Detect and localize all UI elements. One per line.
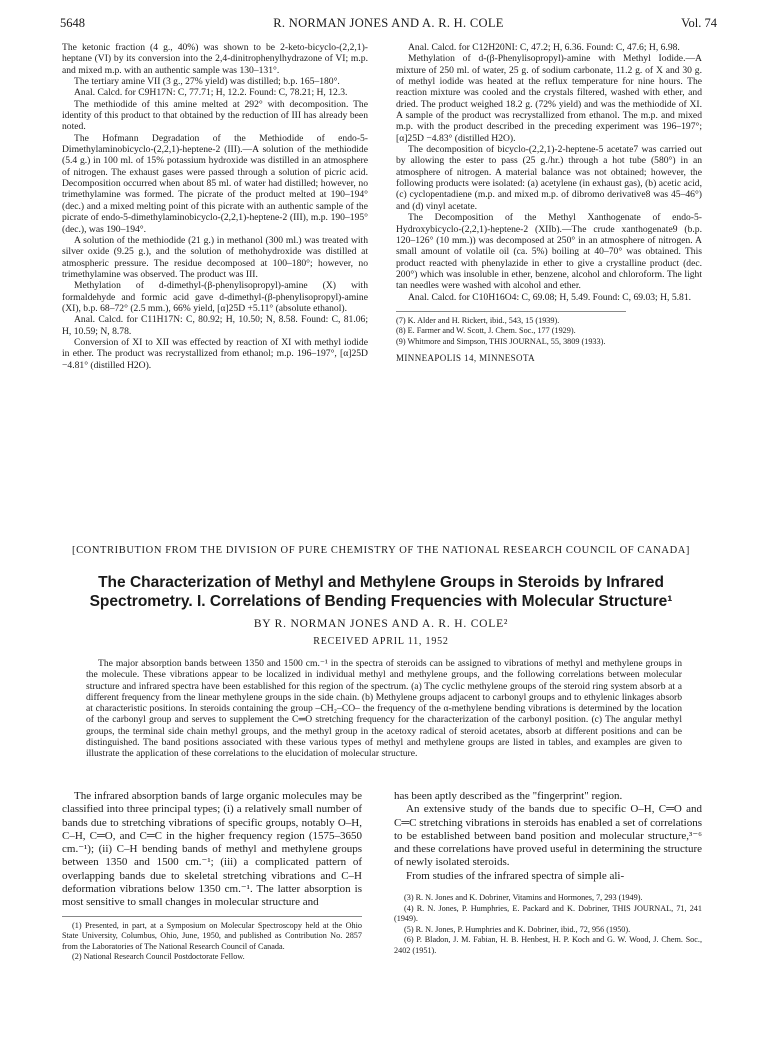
paragraph: The Hofmann Degradation of the Methiodide of endo-5-Dimethylaminobicyclo-(2,2,1)-heptene-2 (III).—A solution of the methiodide (5.4 g.) in 100 ml. of 15% potassium hydroxide was distilled in an atmosphere of nitrogen. The exhaust gases were passed through a solution of picric acid. Decomposition occurred when about 85 ml. of water had distilled; however, no trimethylamine was formed. The picrate of the product melted at 190–194° (dec.) and a mixed melting point of this picrate with an authentic sample of the picrate of endo-5-dimethylaminobicyclo-(2,2,1)-heptene-2 (III), m.p. 190–195° (dec.), was 190–194°. xyxy=(62,132,368,235)
paragraph: The ketonic fraction (4 g., 40%) was shown to be 2-keto-bicyclo-(2,2,1)-heptane (VI) by its conversion into the 2,4-dinitrophenylhydrazone of VI; m.p. and mixed m.p. with an authentic sample was 130–131°. xyxy=(62,42,368,76)
footnote: (6) P. Bladon, J. M. Fabian, H. B. Henbest, H. P. Koch and G. W. Wood, J. Chem. Soc., 2402 (1951). xyxy=(394,935,702,955)
footnote: (2) National Research Council Postdoctorate Fellow. xyxy=(72,952,245,962)
left-column-text xyxy=(62,42,368,371)
paragraph: Anal. Calcd. for C10H16O4: C, 69.08; H, 5.49. Found: C, 69.03; H, 5.81. xyxy=(408,291,692,303)
running-header xyxy=(60,16,717,32)
paragraph: Anal. Calcd. for C12H20NI: C, 47.2; H, 6.36. Found: C, 47.6; H, 6.98. xyxy=(408,42,680,53)
reference: (9) Whitmore and Simpson, THIS JOURNAL, 55, 3809 (1933). xyxy=(396,336,606,346)
footnote: (1) Presented, in part, at a Symposium on Molecular Spectroscopy held at the Ohio State University, Columbus, Ohio, June, 1950, and published as Contribution No. 2857 from the Laboratories of The National Research Council of Canada. xyxy=(62,920,362,951)
affiliation-city: MINNEAPOLIS 14, MINNESOTA xyxy=(396,353,536,364)
page-number: 5648 xyxy=(60,16,85,30)
paragraph: The tertiary amine VII (3 g., 27% yield) was distilled; b.p. 165–180°. xyxy=(74,76,340,88)
contribution-line: [CONTRIBUTION FROM THE DIVISION OF PURE CHEMISTRY OF THE NATIONAL RESEARCH COUNCIL OF CANADA] xyxy=(71,545,691,556)
body-right-column xyxy=(394,790,702,956)
running-title: R. NORMAN JONES AND A. R. H. COLE xyxy=(273,16,504,30)
paragraph: The decomposition of bicyclo-(2,2,1)-2-heptene-5 acetate7 was carried out by allowing the ester to pass (25 g./hr.) through a hot tube (580°) in an atmosphere of nitrogen. A material balance was not obtained; however, the following products were isolated: (a) acetylene (in exhaust gas), (b) acetic acid, (c) cyclopentadiene (m.p. and mixed m.p. of dibromo derivative8 was 45–46°) and (d) vinyl acetate. xyxy=(396,144,702,212)
abstract xyxy=(86,658,682,760)
volume-label: Vol. 74 xyxy=(681,16,717,30)
footnote: (3) R. N. Jones and K. Dobriner, Vitamins and Hormones, 7, 293 (1949). xyxy=(404,893,643,903)
footnotes xyxy=(62,916,362,963)
paragraph: Anal. Calcd. for C9H17N: C, 77.71; H, 12.2. Found: C, 78.21; H, 12.3. xyxy=(74,87,348,99)
paragraph: Anal. Calcd. for C11H17N: C, 80.92; H, 10.50; N, 8.58. Found: C, 81.06; H, 10.59; N, 8.78. xyxy=(62,314,368,337)
article-title: The Characterization of Methyl and Methylene Groups in Steroids by Infrared Spectrometry. I. Correlations of Bending Frequencies with Molecular Structure¹ xyxy=(89,574,673,610)
paragraph: The infrared absorption bands of large organic molecules may be classified into three principal types; (i) a relatively small number of bands due to stretching vibrations of specific groups, notably O–H, C–H, C═O, and C═C in the higher frequency region (1575–3650 cm.⁻¹); (ii) C–H bending bands of methyl and methylene groups between 1350 and 1500 cm.⁻¹; (iii) a complicated pattern of overlapping bands due to skeletal stretching vibrations and C–H deformation vibrations below 1350 cm.⁻¹. The latter absorption is most sensitive to small changes in molecular structure and xyxy=(62,790,362,909)
abstract-text: The major absorption bands between 1350 and 1500 cm.⁻¹ in the spectra of steroids can be assigned to vibrations of methyl and methylene groups in the molecule. These vibrations appear to be localized in individual methyl and methylene groups, and the following correlations between molecular structure and infrared spectra have been established for this region of the spectrum. (a) The cyclic methylene groups of the steroid ring system absorb at a different frequency from the linear methylene groups in the side chain. (b) Methylene groups adjacent to carbonyl groups and to ethylenic linkages absorb at characteristic positions. In steroids containing the group –CH₂–CO– the frequency of the α-methylene bending vibrations is determined by the location of the carbonyl group and serves to supplement the C═O stretching frequency for the characterization of the carbonyl position. (c) The angular methyl groups, the terminal side chain methyl groups, and the methyl group in the acetoxy radical of steroid acetates, absorb at different positions and can be distinguished. The band positions associated with these various types of methyl and methylene groups are listed in tables, and examples are given to illustrate the application of these correlations to the elucidation of molecular structure. xyxy=(86,658,682,760)
paragraph: A solution of the methiodide (21 g.) in methanol (300 ml.) was treated with silver oxide (9.25 g.), and the solution of methohydroxide was distilled at atmospheric pressure. The residue decomposed at 100–180°; however, no trimethylamine was observed. The product was III. xyxy=(62,234,368,280)
references xyxy=(396,311,626,348)
paragraph: Methylation of d-(β-Phenylisopropyl)-amine with Methyl Iodide.—A mixture of 250 ml. of water, 25 g. of sodium carbonate, 11.2 g. of X and 30 g. of methyl iodide was heated at the reflux temperature for nine hours. The reaction mixture was cooled and the crystals filtered, washed with ether, and dried. The product weighed 18.2 g. (72% yield) and was the methiodide of XI. A sample of the product was recrystallized from ethanol. The m.p. and mixed m.p. with the product described in the preceding experiment was 196–197°; [α]25D −4.83° (distilled H2O). xyxy=(396,53,702,144)
received-date: RECEIVED APRIL 11, 1952 xyxy=(313,636,449,647)
paragraph: From studies of the infrared spectra of simple ali- xyxy=(406,869,625,882)
footnotes xyxy=(394,889,702,956)
paragraph: The methiodide of this amine melted at 292° with decomposition. The identity of this product to that obtained by the reduction of III has already been noted. xyxy=(62,98,368,133)
paragraph: Conversion of XI to XII was effected by reaction of XI with methyl iodide in ether. The product was recrystallized from ethanol; m.p. 196–197°, [α]25D −4.81° (distilled H2O). xyxy=(62,336,368,371)
body-left-column xyxy=(62,790,362,963)
footnote: (5) R. N. Jones, P. Humphries and K. Dobriner, ibid., 72, 956 (1950). xyxy=(404,924,631,934)
article-authors: BY R. NORMAN JONES AND A. R. H. COLE² xyxy=(253,618,509,630)
paragraph: Methylation of d-dimethyl-(β-phenylisopropyl)-amine (X) with formaldehyde and formic acid gave d-dimethyl-(β-phenylisopropyl)-amine (XI), b.p. 68–72° (2.5 mm.), 66% yield, [α]25D +5.11° (absolute ethanol). xyxy=(62,280,368,314)
paragraph: An extensive study of the bands due to specific O–H, C═O and C═C stretching vibrations in steroids has enabled a set of correlations to be established between band position and molecular structure,³⁻⁶ and these correlations have proved useful in determining the structure of newly isolated steroids. xyxy=(394,803,702,869)
reference: (7) K. Alder and H. Rickert, ibid., 543, 15 (1939). xyxy=(396,315,560,325)
reference: (8) E. Farmer and W. Scott, J. Chem. Soc., 177 (1929). xyxy=(396,326,576,336)
paragraph: has been aptly described as the "fingerprint" region. xyxy=(394,790,623,802)
footnote: (4) R. N. Jones, P. Humphries, E. Packard and K. Dobriner, THIS JOURNAL, 71, 241 (1949). xyxy=(394,903,702,924)
right-column-text xyxy=(396,42,702,365)
paragraph: The Decomposition of the Methyl Xanthogenate of endo-5-Hydroxybicyclo-(2,2,1)-heptene-2 (XIIb).—The crude xanthogenate9 (b.p. 120–126° (10 mm.)) was decomposed at 250° in an atmosphere of nitrogen. A small amount of volatile oil (ca. 5%) boiling at 40–70° was obtained. This product reacted with phenylazide in ether to give a crystalline product (dec. 200°) which was insoluble in ether, benzene, alcohol and chloroform. The light tan needles were washed with alcohol and ether. xyxy=(396,212,702,292)
